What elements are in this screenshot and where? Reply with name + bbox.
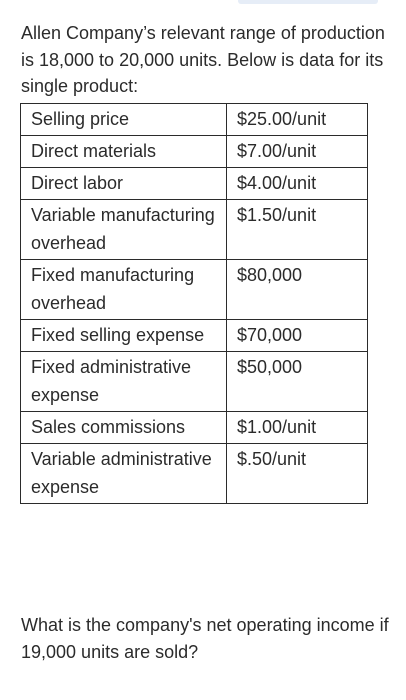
row-value: $7.00/unit [227,136,368,168]
row-value: $1.00/unit [227,412,368,444]
row-label: Selling price [21,104,227,136]
table-row [21,412,368,444]
row-label: Direct materials [21,136,227,168]
problem-intro: Allen Company’s relevant range of production is 18,000 to 20,000 units. Below is data for its single product: [21,23,385,96]
table-row [21,104,368,136]
row-label: Fixed administrative expense [21,352,227,412]
row-value: $.50/unit [227,444,368,504]
row-value: $25.00/unit [227,104,368,136]
table-row [21,136,368,168]
table-row [21,168,368,200]
row-value: $1.50/unit [227,200,368,260]
row-label: Fixed selling expense [21,320,227,352]
table-row [21,260,368,320]
table-row [21,352,368,412]
row-label: Variable administrative expense [21,444,227,504]
cost-data-table [20,103,368,504]
row-value: $80,000 [227,260,368,320]
question-text: What is the company's net operating income if 19,000 units are sold? [21,615,389,662]
row-value: $4.00/unit [227,168,368,200]
row-value: $70,000 [227,320,368,352]
top-accent-bar [238,0,378,4]
table-row [21,444,368,504]
row-label: Direct labor [21,168,227,200]
row-value: $50,000 [227,352,368,412]
table-row [21,320,368,352]
row-label: Variable manufacturing overhead [21,200,227,260]
table-row [21,200,368,260]
row-label: Fixed manufacturing overhead [21,260,227,320]
row-label: Sales commissions [21,412,227,444]
